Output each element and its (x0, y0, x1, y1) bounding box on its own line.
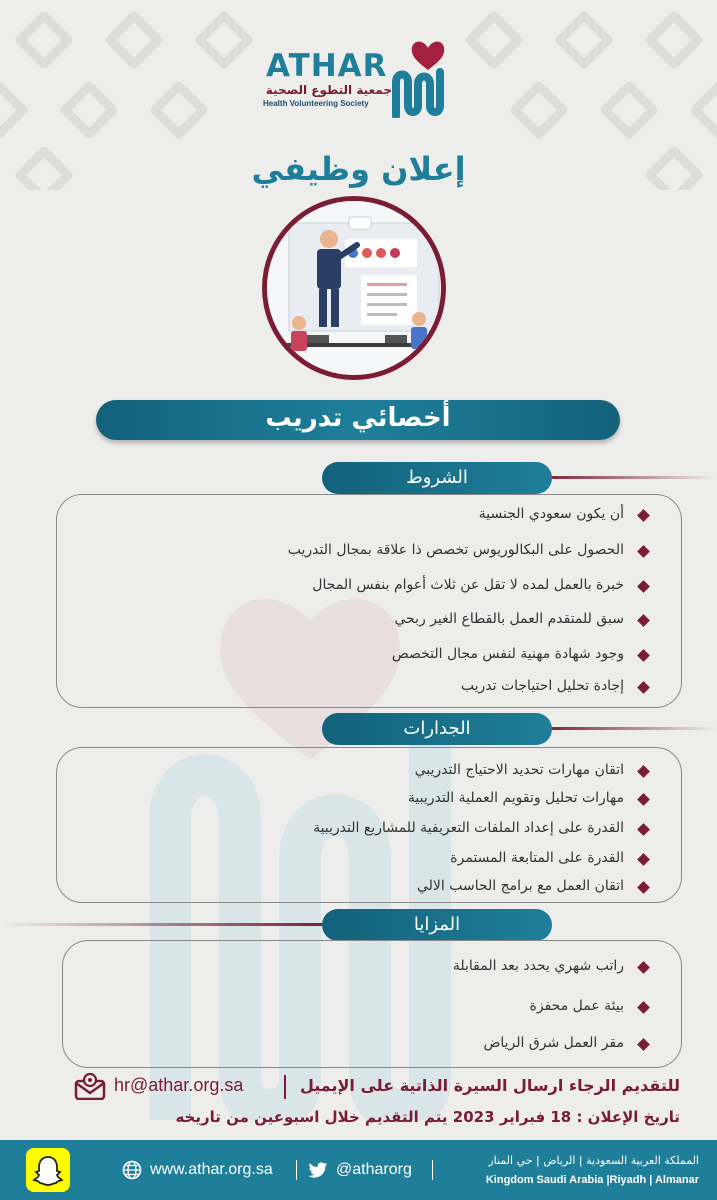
divider (284, 1075, 286, 1099)
skills-title: الجدارات (322, 713, 552, 745)
list-item: اتقان العمل مع برامج الحاسب الالي (417, 878, 624, 894)
illustration-frame (262, 196, 446, 380)
divider (432, 1160, 433, 1180)
logo-english-name: Health Volunteering Society (263, 99, 369, 108)
twitter-handle[interactable]: @atharorg (336, 1161, 412, 1178)
footer (0, 1140, 717, 1200)
conditions-header (322, 462, 717, 494)
list-item: خبرة بالعمل لمده لا تقل عن ثلاث أعوام بنفس المجال (312, 577, 624, 593)
divider (296, 1160, 297, 1180)
list-item: راتب شهري يحدد بعد المقابلة (453, 958, 624, 974)
list-item: وجود شهادة مهنية لنفس مجال التخصص (392, 646, 624, 662)
benefits-list (124, 958, 624, 1068)
globe-icon (122, 1160, 142, 1180)
apply-instructions (60, 1072, 680, 1102)
email-icon (74, 1072, 106, 1100)
list-item: الحصول على البكالوريوس تخصص ذا علاقة بمجال التدريب (288, 542, 624, 558)
list-item: أن يكون سعودي الجنسية (479, 506, 624, 522)
list-item: مهارات تحليل وتقويم العملية التدريبية (408, 790, 624, 806)
skills-list (124, 762, 624, 902)
logo-arabic-name: جمعية التطوع الصحية (265, 83, 392, 97)
benefits-header (0, 909, 552, 941)
announcement-title: إعلان وظيفي (251, 150, 466, 188)
conditions-list (124, 506, 624, 696)
conditions-title: الشروط (322, 462, 552, 494)
job-title: أخصائي تدريب (265, 403, 451, 433)
logo-wordmark: ATHAR (266, 48, 388, 84)
list-item: اتقان مهارات تحديد الاحتياج التدريبي (415, 762, 624, 778)
website-link[interactable]: www.athar.org.sa (150, 1161, 273, 1178)
email-link[interactable]: hr@athar.org.sa (114, 1075, 244, 1095)
athar-logo (262, 28, 462, 140)
announcement-date: تاريخ الإعلان : 18 فبراير 2023 يتم التقديم خلال اسبوعين من تاريخه (175, 1108, 680, 1126)
address-arabic: المملكة العربية السعودية | الرياض | حي المنار (488, 1154, 699, 1167)
logo-mark-icon (390, 28, 460, 118)
address-english: Kingdom Saudi Arabia |Riyadh | Almanar (485, 1174, 699, 1186)
list-item: إجادة تحليل احتياجات تدريب (461, 678, 624, 694)
skills-header (322, 713, 717, 745)
list-item: القدرة على إعداد الملفات التعريفية للمشاريع التدريبية (313, 820, 624, 836)
list-item: القدرة على المتابعة المستمرة (450, 850, 624, 866)
apply-text: للتقديم الرجاء ارسال السيرة الذاتية على الإيميل (299, 1076, 680, 1095)
list-item: سبق للمتقدم العمل بالقطاع الغير ربحي (394, 611, 624, 627)
benefits-title: المزايا (322, 909, 552, 941)
list-item: مقر العمل شرق الرياض (483, 1035, 624, 1051)
job-title-banner (96, 400, 620, 440)
twitter-icon (308, 1162, 328, 1179)
presentation-illustration (267, 201, 441, 375)
list-item: بيئة عمل محفزة (530, 998, 624, 1014)
snapchat-icon[interactable] (26, 1148, 70, 1192)
